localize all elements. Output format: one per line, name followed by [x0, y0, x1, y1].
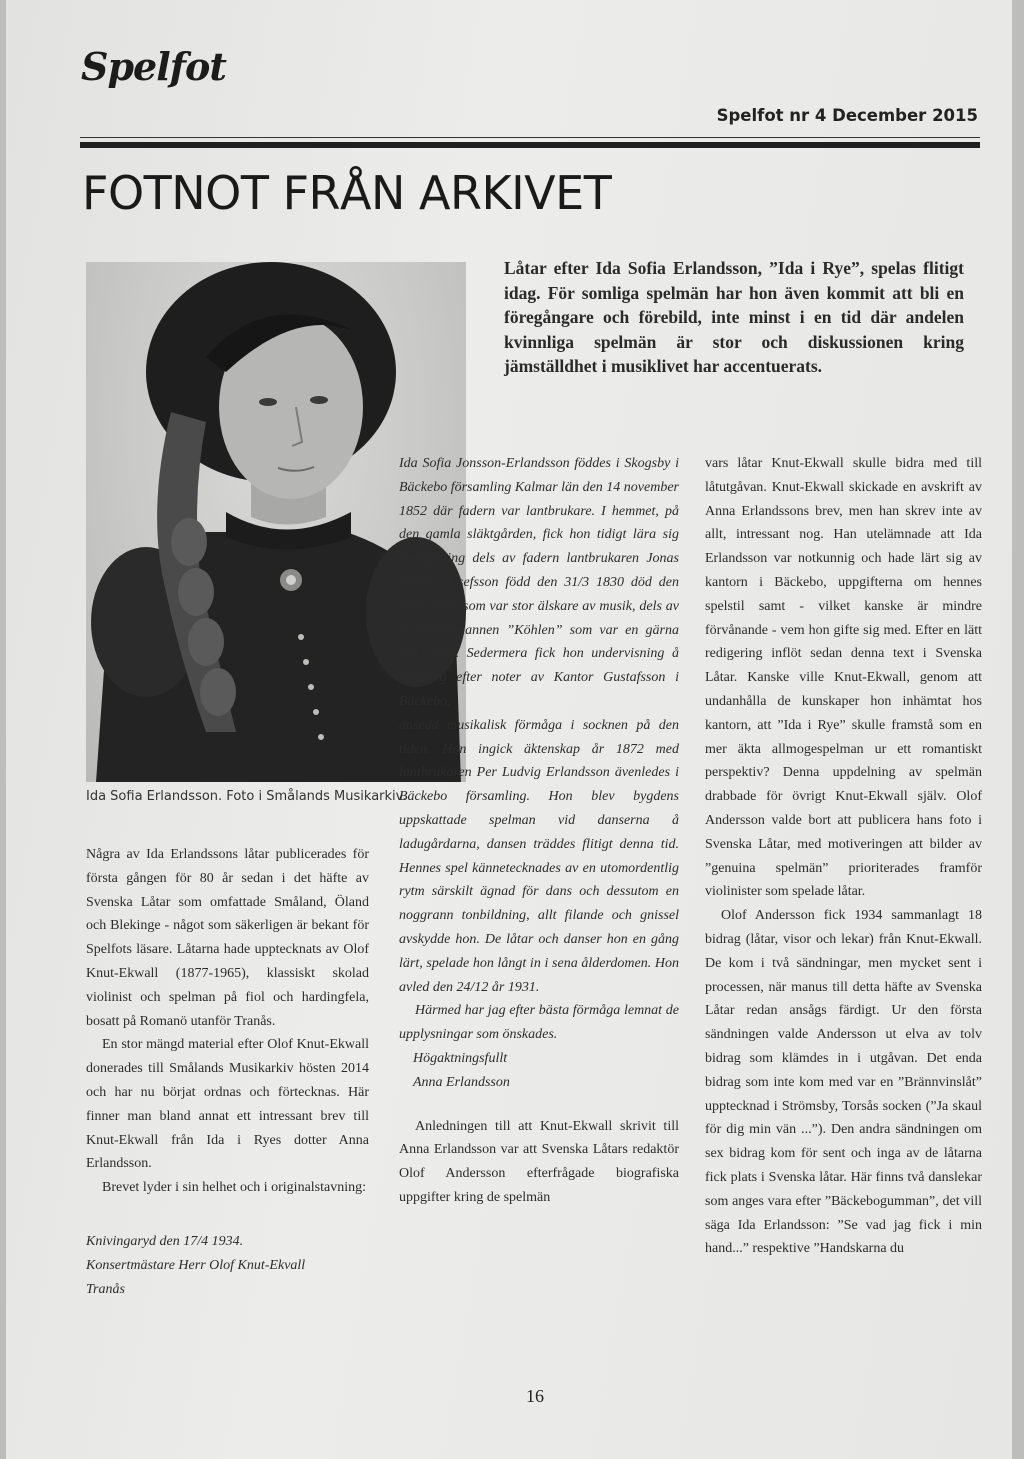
header-rule-thin: [80, 137, 980, 138]
letter-body-top: Ida Sofia Jonsson-Erlandsson föddes i Skogsby i Bäckebo församling Kalmar län den 14 november 1852 där fadern var lantbrukare. I hemmet, på den gamla släktgården, fick hon tidigt lära sig fiolspelning dels av fadern lantbrukaren Jonas Ludvig Josefsson född den 31/3 1830 död den 18/6 1875, som var stor älskare av musik, dels av bygdespelmannen ”Köhlen” som var en gärna sedd gäst. Sedermera fick hon undervisning å spelning efter noter av Kantor Gustafsson i Bäckebo,: [399, 456, 679, 709]
letter-header: [86, 1230, 369, 1301]
col1-paragraph-1: Några av Ida Erlandssons låtar publicerades för första gången för 80 år sedan i det häfte av Svenska Låtar som omfattade Småland, Öland och Blekinge - något som säkerligen är bekant för Spelfots läsare. Låtarna hade upptecknats av Olof Knut-Ekwall (1877-1965), klassiskt skolad violinist och spelman på fiol och hardingfela, bosatt på Romanö utanför Tranås.: [86, 847, 369, 1029]
letter-town: Tranås: [86, 1281, 125, 1297]
letter-signature: Anna Erlandsson: [413, 1074, 510, 1090]
letter-place-date: Knivingaryd den 17/4 1934.: [86, 1233, 244, 1249]
col3-paragraph-2: Olof Andersson fick 1934 sammanlagt 18 bidrag (låtar, visor och lekar) från Knut-Ekwall. De kom i två sändningar, men mycket sent i processen, när manus till detta häfte av Svenska Låtar redan ansågs färdigt. Ur den första sändningen valde Andersson ut elva av tolv bidrag som klämdes in i utgåvan. Det enda bidrag som inte kom med var en ”Brännvinslåt” upptecknad i Strömsby, Torsås socken (”Ja skaul för dig min vän ...”). Den andra sändningen om sex bidrag kom för sent och inga av de låtarna fick plats i Svenska låtar. Här finns två danslekar som anges vara efter ”Bäckebogumman”, det vill säga Ida Erlandsson: ”Se vad jag fick i min hand...” respektive ”Handskarna du: [705, 908, 982, 1257]
column-1: [86, 843, 369, 1301]
column-2: [399, 452, 679, 1210]
header-rule-thick: [80, 142, 980, 148]
lead-paragraph: Låtar efter Ida Sofia Erlandsson, ”Ida i Rye”, spelas flitigt idag. För somliga spelmän har hon även kommit att bli en föregångare och förebild, inte minst i en tid där andelen kvinnliga spelmän är stor och diskussionen kring jämställdhet i musiklivet har accentuerats.: [504, 258, 964, 376]
letter-body-rest: ansedd musikalisk förmåga i socknen på den tiden. Hon ingick äktenskap år 1872 med lantbrukaren Per Ludvig Erlandsson ävenledes i Bäckebo församling. Hon blev bygdens uppskattade spelman vid danserna å ladugårdarna, dansen träddes flitigt denna tid. Hennes spel kännetecknades av en utomordentlig rytm särskilt ägnad för dans och dessutom en noggrann tonbildning, allt filande och gnissel avskydde hon. De låtar och danser hon en gång lärt, spelade hon långt in i sena ålderdomen. Hon avled den 24/12 år 1931.: [399, 717, 679, 995]
col1-paragraph-2: En stor mängd material efter Olof Knut-Ekwall donerades till Smålands Musikarkiv hösten 2014 och har nu börjat ordnas och förtecknas. Här finner man bland annat ett intressant brev till Knut-Ekwall från Ida i Ryes dotter Anna Erlandsson.: [86, 1037, 369, 1172]
photo-caption: Ida Sofia Erlandsson. Foto i Smålands Musikarkiv.: [86, 789, 407, 804]
letter-closing: Härmed har jag efter bästa förmåga lemnat de upplysningar som önskades.: [399, 1003, 679, 1043]
col3-paragraph-1: vars låtar Knut-Ekwall skulle bidra med till låtutgåvan. Knut-Ekwall skickade en avskrift av Anna Erlandssons brev, men han skrev inte av allt, intressant nog. Han utelämnade att Ida Erlandsson var notkunnig och hade lärt sig av kantorn i Bäckebo, uppgifterna om hennes spelstil samt - vilket kanske är mindre förvånande - vem hon gifte sig med. Efter en lätt redigering inflöt sedan denna text i Svenska Låtar. Kanske ville Knut-Ekwall, genom att undanhålla de kunskaper hon inhämtat hos kantorn, att ”Ida i Rye” skulle framstå som en mer äkta allmogespelman ur ett romantiskt perspektiv? Denna uppdelning av spelmän drabbade för övrigt Knut-Ekwall själv. Olof Andersson valde bort att publicera hans foto i Svenska Låtar, med motiveringen att bilder av ”genuina spelmän” prioriterades framför violinister som spelade låtar.: [705, 456, 982, 900]
issue-label: Spelfot nr 4 December 2015: [716, 106, 978, 125]
column-3: [705, 452, 982, 1261]
page-title: FOTNOT FRÅN ARKIVET: [82, 166, 612, 220]
spelfot-logo: Spelfot: [81, 44, 226, 89]
page-number: 16: [526, 1386, 544, 1406]
col1-paragraph-3: Brevet lyder i sin helhet och i originalstavning:: [102, 1180, 366, 1196]
col2-paragraph: Anledningen till att Knut-Ekwall skrivit till Anna Erlandsson var att Svenska Låtars redaktör Olof Andersson efterfrågade biografiska uppgifter kring de spelmän: [399, 1118, 679, 1205]
letter-regards: Högaktningsfullt: [413, 1050, 508, 1066]
column-gap: [399, 1095, 679, 1115]
magazine-page: [6, 0, 1012, 1459]
letter-addressee: Konsertmästare Herr Olof Knut-Ekvall: [86, 1257, 306, 1273]
